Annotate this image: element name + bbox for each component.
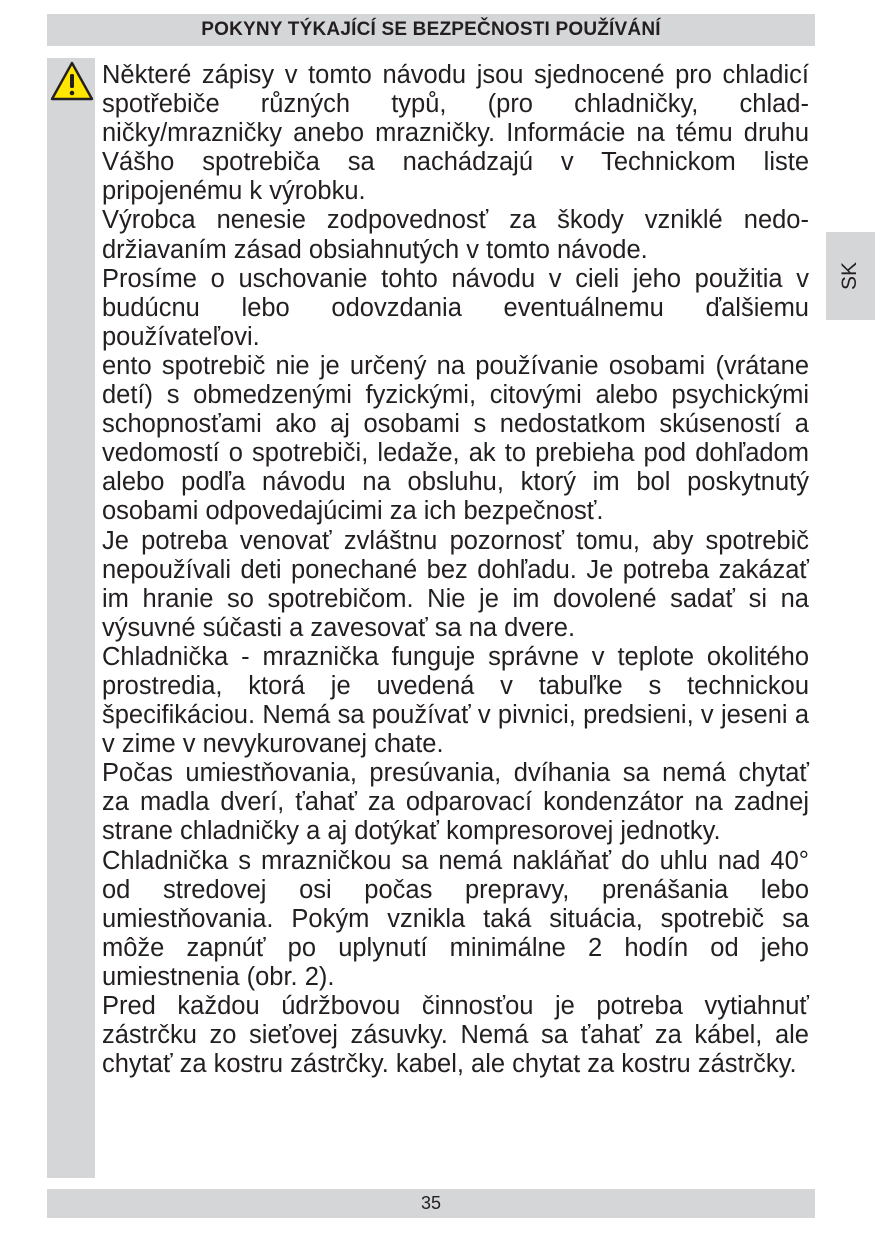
page-number: 35	[420, 1193, 442, 1213]
warning-side-strip	[47, 58, 95, 1178]
paragraph: Chladnička - mraznička funguje správne v teplote okolitého prostredia, ktorá je uvedená v tabuľke s technickou špecifikáciou. Nemá sa používať v pivnici, predsieni, v jeseni a v zime v nevykurovanej chate.	[102, 642, 809, 759]
paragraph: Je potreba venovať zvláštnu pozornosť tomu, aby spotrebič nepoužívali deti ponechané bez dohľadu. Je potreba zakázať im hranie so spotrebičom. Nie je im dovolené sadať si na výsuvné súčasti a zavesovať sa na dvere.	[102, 526, 809, 642]
warning-triangle-icon	[49, 60, 95, 102]
paragraph: Prosíme o uschovanie tohto návodu v cieli jeho použitia v budúcnu lebo odovzdania eventuálnemu ďalšiemu používateľovi.	[102, 264, 809, 351]
language-tab	[826, 232, 875, 320]
paragraph: Výrobca nenesie zodpovednosť za škody vzniklé nedodržiavaním zásad obsiahnutých v tomto návode.	[102, 206, 809, 264]
safety-instructions-text	[102, 61, 809, 1079]
page-footer	[47, 1189, 815, 1218]
section-header	[47, 14, 815, 46]
paragraph: ento spotrebič nie je určený na používanie osobami (vrátane detí) s obmedzenými fyzickými, citovými alebo psychickými schopnosťami ako aj osobami s nedostatkom skúseností a vedomostí o spotrebiči, ledaže, ak to prebieha pod dohľadom alebo podľa návodu na obsluhu, ktorý im bol poskytnutý osobami odpovedajúcimi za ich bezpečnosť.	[102, 351, 809, 526]
paragraph: Počas umiestňovania, presúvania, dvíhania sa nemá chytať za madla dverí, ťahať za odparovací kondenzátor na zadnej strane chladničky a aj dotýkať kompresorovej jednotky.	[102, 759, 809, 846]
paragraph: Některé zápisy v tomto návodu jsou sjednocené pro chladicí spotřebiče různých typů, (pro chladničky, chladničky/mrazničky anebo mrazničky. Informácie na tému druhu Vášho spotrebiča sa nachádzajú v Technickom liste pripojenému k výrobku.	[102, 61, 809, 206]
paragraph: Chladnička s mrazničkou sa nemá nakláňať do uhlu nad 40° od stredovej osi počas prepravy, prenášania lebo umiestňovania. Pokým vznikla taká situácia, spotrebič sa môže zapnúť po uplynutí minimálne 2 hodín od jeho umiestnenia (obr. 2).	[102, 846, 809, 991]
section-title: POKYNY TÝKAJÍCÍ SE BEZPEČNOSTI POUŽÍVÁNÍ	[201, 19, 661, 40]
language-label: SK	[838, 261, 862, 291]
paragraph: Pred každou údržbovou činnosťou je potreba vytiahnuť zástrčku zo sieťovej zásuvky. Nemá sa ťahať za kábel, ale chytať za kostru zástrčky. kabel, ale chytat za kostru zástrčky.	[102, 992, 809, 1079]
